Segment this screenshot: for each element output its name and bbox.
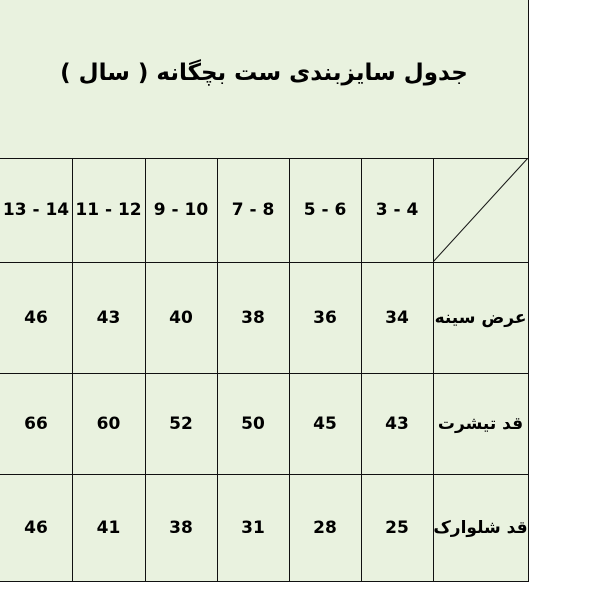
table-cell: 31 xyxy=(241,517,265,538)
table-cell: 38 xyxy=(241,307,265,328)
table-title: جدول سایزبندی ست بچگانه ( سال ) xyxy=(60,60,468,86)
table-cell: 45 xyxy=(313,413,337,434)
table-cell: 25 xyxy=(385,517,409,538)
table-cell: 46 xyxy=(24,517,48,538)
table-cell: 28 xyxy=(313,517,337,538)
row-label: قد شلوارک xyxy=(433,517,528,538)
header-cell: 9 - 10 xyxy=(153,200,209,220)
header-cell: 7 - 8 xyxy=(231,200,275,220)
table-cell: 40 xyxy=(169,307,193,328)
header-cell: 5 - 6 xyxy=(303,200,347,220)
size-grid xyxy=(0,158,528,581)
table-cell: 34 xyxy=(385,307,409,328)
header-cell: 13 - 14 xyxy=(2,200,70,220)
header-cell: 11 - 12 xyxy=(75,200,142,220)
table-cell: 36 xyxy=(313,307,337,328)
table-cell: 60 xyxy=(96,413,121,434)
table-cell: 46 xyxy=(24,307,48,328)
table-cell: 43 xyxy=(385,413,409,434)
table-cell: 66 xyxy=(24,413,48,434)
row-label: عرض سینه xyxy=(434,307,527,328)
table-cell: 50 xyxy=(241,413,265,434)
table-cell: 38 xyxy=(169,517,193,538)
corner-diagonal xyxy=(433,158,528,262)
title-band xyxy=(0,0,528,159)
row-label: قد تیشرت xyxy=(437,413,524,434)
table-cell: 52 xyxy=(169,413,193,434)
table-cell: 41 xyxy=(96,517,121,538)
header-cell: 3 - 4 xyxy=(375,200,419,220)
table-cell: 43 xyxy=(96,307,121,328)
